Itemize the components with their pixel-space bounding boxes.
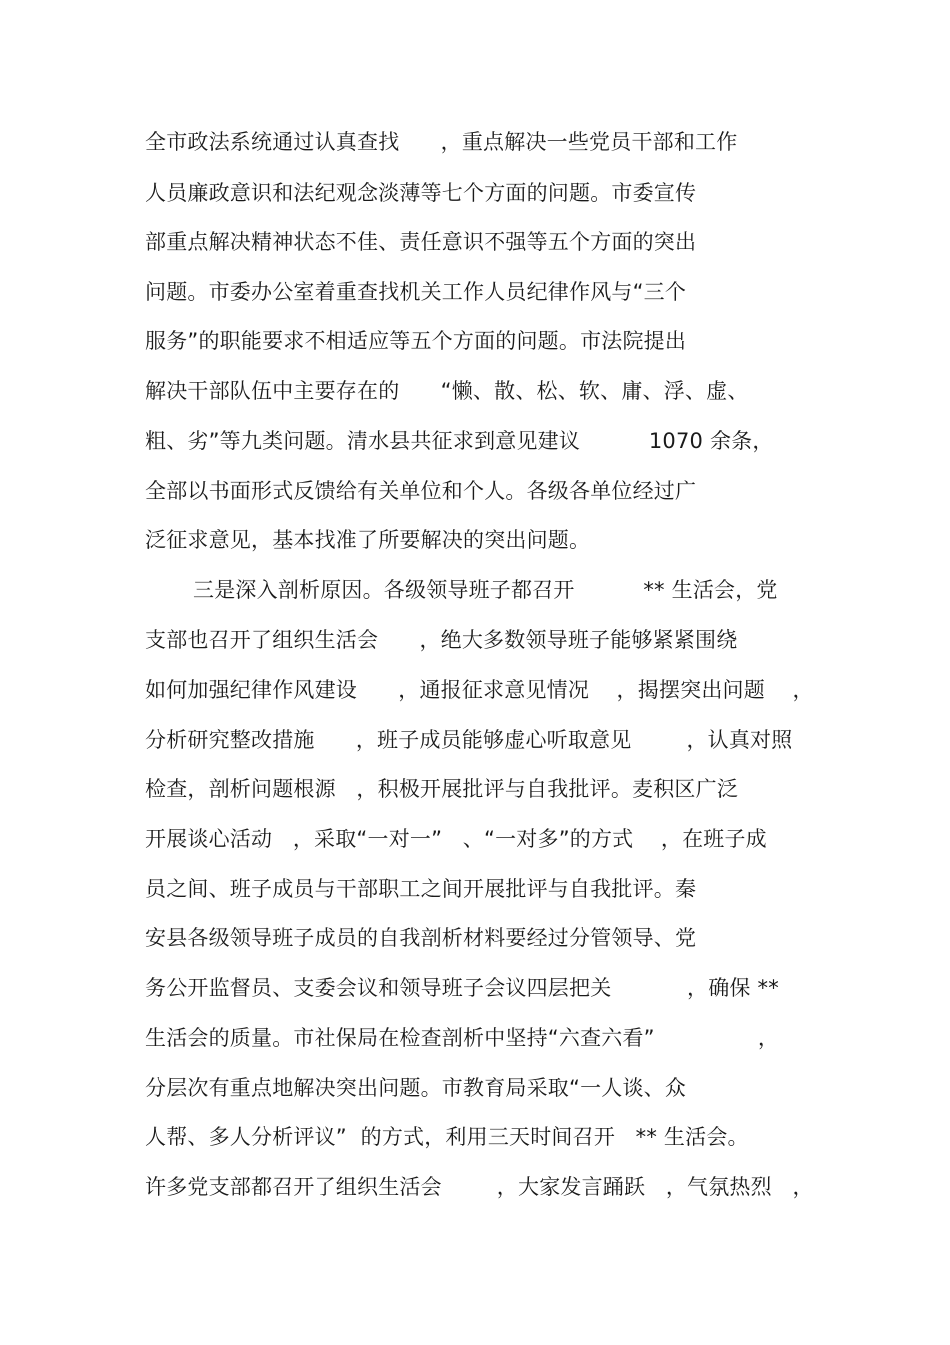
text-line: 安县各级领导班子成员的自我剖析材料要经过分管领导、党 [145,926,697,950]
text-line: 开展谈心活动 ，采取“一对一” 、“一对多”的方式 ，在班子成 [145,827,767,851]
text-line: 务公开监督员、支委会议和领导班子会议四层把关 ，确保 ** [145,976,779,1000]
text-line: 人帮、多人分析评议” 的方式，利用三天时间召开 ** 生活会。 [145,1125,749,1149]
text-line: 分析研究整改措施 ，班子成员能够虚心听取意见 ，认真对照 [145,728,793,752]
paragraph-first-line: 三是深入剖析原因。各级领导班子都召开 ** 生活会，党 [193,578,778,602]
text-line: 粗、劣”等九类问题。清水县共征求到意见建议 1070 余条， [145,429,774,453]
text-line: 泛征求意见，基本找准了所要解决的突出问题。 [145,528,591,552]
text-line: 问题。市委办公室着重查找机关工作人员纪律作风与“三个 [145,280,687,304]
text-line: 全部以书面形式反馈给有关单位和个人。各级各单位经过广 [145,479,697,503]
text-line: 分层次有重点地解决突出问题。市教育局采取“一人谈、众 [145,1076,687,1100]
text-line: 服务”的职能要求不相适应等五个方面的问题。市法院提出 [145,329,687,353]
text-line: 员之间、班子成员与干部职工之间开展批评与自我批评。秦 [145,877,697,901]
text-line: 检查，剖析问题根源 ，积极开展批评与自我批评。麦积区广泛 [145,777,739,801]
text-line: 人员廉政意识和法纪观念淡薄等七个方面的问题。市委宣传 [145,181,697,205]
text-line: 部重点解决精神状态不佳、责任意识不强等五个方面的突出 [145,230,697,254]
text-line: 许多党支部都召开了组织生活会 ，大家发言踊跃 ，气氛热烈 ， [145,1175,814,1199]
text-line: 全市政法系统通过认真查找 ，重点解决一些党员干部和工作 [145,130,738,154]
text-line: 解决干部队伍中主要存在的 “懒、散、松、软、庸、浮、虚、 [145,379,749,403]
text-line: 支部也召开了组织生活会 ，绝大多数领导班子能够紧紧围绕 [145,628,738,652]
text-line: 如何加强纪律作风建设 ，通报征求意见情况 ，揭摆突出问题 ， [145,678,814,702]
text-line: 生活会的质量。市社保局在检查剖析中坚持“六查六看” ， [145,1026,780,1050]
